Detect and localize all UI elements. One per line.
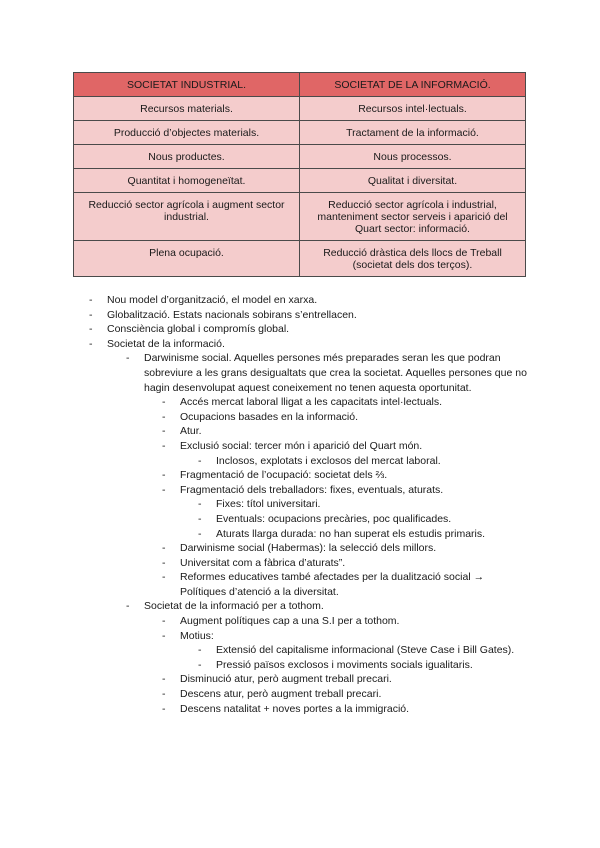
table-row <box>74 121 526 145</box>
bullet-marker: - <box>126 600 130 613</box>
list-item <box>89 322 487 337</box>
list-item <box>162 541 525 556</box>
comparison-table <box>73 72 526 277</box>
list-item <box>126 599 528 614</box>
bullet-marker: - <box>198 512 202 525</box>
table-cell: Nous productes. <box>74 145 300 169</box>
bullet-marker: - <box>162 673 166 686</box>
bullet-marker: - <box>198 644 202 657</box>
bullet-marker: - <box>89 323 93 336</box>
list-item <box>198 658 526 673</box>
table-cell: Recursos materials. <box>74 97 300 121</box>
list-item <box>89 337 487 352</box>
bullet-marker: - <box>198 658 202 671</box>
list-item-text: Inclosos, explotats i exclosos del mercat laboral. <box>216 454 441 467</box>
list-item-text: Darwinisme social. Aquelles persones més preparades seran les que podran sobreviure a les grans desigualtats que crea la societat. Aquelles persones que no hagin desenvolupat aquest coneixement no tenen aquesta oportunitat. <box>144 352 527 394</box>
list-item-text: Accés mercat laboral lligat a les capacitats intel·lectuals. <box>180 396 443 409</box>
list-item-text: Globalització. Estats nacionals sobirans s’entrellacen. <box>107 308 357 321</box>
table-cell: Qualitat i diversitat. <box>300 169 526 193</box>
list-item <box>198 454 526 469</box>
table-cell: Recursos intel·lectuals. <box>300 97 526 121</box>
list-item <box>162 410 525 425</box>
bullet-marker: - <box>162 425 166 438</box>
bullet-list <box>0 293 600 716</box>
list-item <box>198 527 526 542</box>
list-item-text: Nou model d’organització, el model en xarxa. <box>107 294 318 306</box>
list-item-text: Descens natalitat + noves portes a la immigració. <box>180 702 410 715</box>
list-item <box>162 570 525 599</box>
list-item-text: Societat de la informació. <box>107 337 225 350</box>
table-cell: Reducció sector agrícola i augment sector industrial. <box>74 193 300 241</box>
table-row <box>74 193 526 241</box>
bullet-marker: - <box>162 571 166 584</box>
list-item-text: Universitat com a fàbrica d’aturats”. <box>180 556 346 569</box>
list-item-text: Fixes: títol universitari. <box>216 498 321 511</box>
list-item <box>89 308 487 323</box>
bullet-marker: - <box>162 702 166 715</box>
bullet-marker: - <box>89 294 93 306</box>
list-item <box>162 614 525 629</box>
list-item <box>162 629 525 644</box>
list-item-text: Extensió del capitalisme informacional (Steve Case i Bill Gates). <box>216 644 515 657</box>
list-item-text: Motius: <box>180 629 214 642</box>
bullet-marker: - <box>162 396 166 409</box>
list-item-text: Reformes educatives també afectades per la dualització social → Polítiques d’atenció a la diversitat. <box>180 571 485 598</box>
bullet-marker: - <box>198 498 202 511</box>
header-informacio: SOCIETAT DE LA INFORMACIÓ. <box>300 73 526 97</box>
bullet-marker: - <box>89 308 93 321</box>
bullet-marker: - <box>198 527 202 540</box>
list-item-text: Darwinisme social (Habermas): la selecció dels millors. <box>180 542 437 555</box>
list-item-text: Atur. <box>180 425 202 438</box>
bullet-marker: - <box>162 629 166 642</box>
list-item <box>126 351 528 395</box>
bullet-marker: - <box>198 454 202 467</box>
bullet-marker: - <box>162 615 166 628</box>
list-item-text: Exclusió social: tercer món i aparició del Quart món. <box>180 439 423 452</box>
bullet-marker: - <box>89 337 93 350</box>
list-item <box>162 702 525 717</box>
list-item <box>162 468 525 483</box>
table-cell: Producció d’objectes materials. <box>74 121 300 145</box>
list-item-text: Augment polítiques cap a una S.I per a tothom. <box>180 615 400 628</box>
table-cell: Tractament de la informació. <box>300 121 526 145</box>
list-item-text: Disminució atur, però augment treball precari. <box>180 673 392 686</box>
list-item-text: Eventuals: ocupacions precàries, poc qualificades. <box>216 512 452 525</box>
list-item-text: Fragmentació dels treballadors: fixes, eventuals, aturats. <box>180 483 444 496</box>
list-item-text: Descens atur, però augment treball precari. <box>180 688 382 701</box>
list-item <box>162 556 525 571</box>
list-item <box>89 293 487 308</box>
list-item <box>162 687 525 702</box>
table-cell: Reducció sector agrícola i industrial, manteniment sector serveis i aparició del Quart sector: informació. <box>300 193 526 241</box>
table-row <box>74 145 526 169</box>
table-cell: Nous processos. <box>300 145 526 169</box>
bullet-marker: - <box>162 410 166 423</box>
bullet-marker: - <box>162 439 166 452</box>
table-header-row <box>74 73 526 97</box>
list-item <box>198 512 526 527</box>
list-item-text: Consciència global i compromís global. <box>107 323 290 336</box>
header-industrial: SOCIETAT INDUSTRIAL. <box>74 73 300 97</box>
table-cell: Plena ocupació. <box>74 241 300 277</box>
list-item-text: Aturats llarga durada: no han superat els estudis primaris. <box>216 527 486 540</box>
bullet-marker: - <box>162 469 166 482</box>
list-item <box>162 424 525 439</box>
bullet-marker: - <box>162 688 166 701</box>
bullet-marker: - <box>162 542 166 555</box>
bullet-marker: - <box>126 352 130 365</box>
list-item <box>198 497 526 512</box>
bullet-marker: - <box>162 556 166 569</box>
table-row <box>74 97 526 121</box>
list-item <box>162 483 525 498</box>
table-row <box>74 169 526 193</box>
list-item <box>162 439 525 454</box>
table-cell: Reducció dràstica dels llocs de Treball (societat dels dos terços). <box>300 241 526 277</box>
list-item-text: Societat de la informació per a tothom. <box>144 600 324 613</box>
table-cell: Quantitat i homogeneïtat. <box>74 169 300 193</box>
table-row <box>74 241 526 277</box>
list-item <box>198 643 516 658</box>
list-item <box>162 672 525 687</box>
list-item-text: Ocupacions basades en la informació. <box>180 410 359 423</box>
bullet-marker: - <box>162 483 166 496</box>
list-item-text: Fragmentació de l’ocupació: societat dels ⅔. <box>180 469 388 482</box>
list-item-text: Pressió països exclosos i moviments socials igualitaris. <box>216 658 473 671</box>
list-item <box>162 395 525 410</box>
